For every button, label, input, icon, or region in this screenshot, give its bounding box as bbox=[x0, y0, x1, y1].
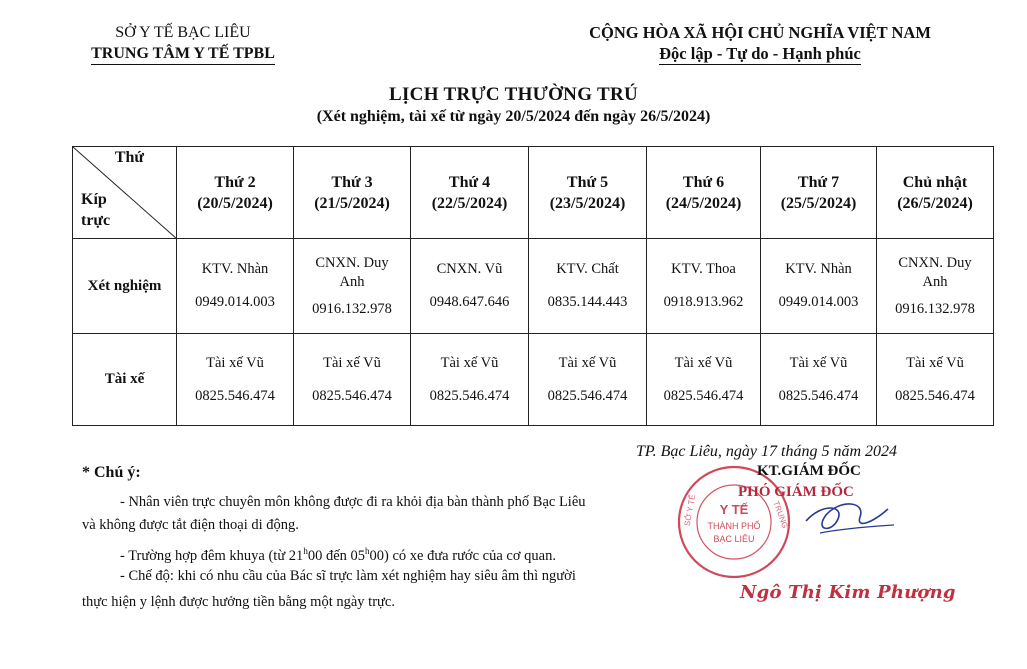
handwritten-signature-icon bbox=[800, 485, 900, 555]
note-line: và không được tắt điện thoại di động. bbox=[82, 517, 299, 533]
deputy-director-title: PHÓ GIÁM ĐỐC bbox=[738, 484, 854, 500]
republic-name: CỘNG HÒA XÃ HỘI CHỦ NGHĨA VIỆT NAM bbox=[589, 23, 931, 42]
svg-text:Y TẾ: Y TẾ bbox=[719, 502, 749, 517]
day-header-mon: Thứ 2 (20/5/2024) bbox=[177, 147, 294, 239]
department-name: SỞ Y TẾ BẠC LIÊU bbox=[115, 24, 251, 41]
note-line: thực hiện y lệnh được hưởng tiền bằng một ngày trực. bbox=[82, 594, 395, 610]
row-label-lab: Xét nghiệm bbox=[73, 239, 177, 334]
national-header bbox=[560, 22, 960, 65]
schedule-cell: KTV. Nhàn 0949.014.003 bbox=[761, 239, 877, 334]
day-header-fri: Thứ 6 (24/5/2024) bbox=[647, 147, 761, 239]
corner-shift-label: Kíp trực bbox=[81, 191, 111, 229]
note-line: - Chế độ: khi có nhu cầu của Bác sĩ trực làm xét nghiệm hay siêu âm thì người bbox=[120, 568, 576, 584]
day-header-sat: Thứ 7 (25/5/2024) bbox=[761, 147, 877, 239]
row-label-driver: Tài xế bbox=[73, 334, 177, 426]
table-row bbox=[73, 239, 994, 334]
day-header-wed: Thứ 4 (22/5/2024) bbox=[411, 147, 529, 239]
schedule-cell: CNXN. Duy Anh 0916.132.978 bbox=[294, 239, 411, 334]
notes-heading: * Chú ý: bbox=[82, 464, 141, 481]
official-stamp-icon bbox=[676, 464, 792, 580]
schedule-cell: Tài xế Vũ 0825.546.474 bbox=[647, 334, 761, 426]
svg-text:TRUNG: TRUNG bbox=[771, 499, 790, 530]
organization-name: TRUNG TÂM Y TẾ TPBL bbox=[91, 43, 275, 65]
svg-text:BẠC LIÊU: BẠC LIÊU bbox=[713, 534, 755, 544]
table-header-row bbox=[73, 147, 994, 239]
issuing-authority bbox=[78, 22, 288, 65]
note-line: - Nhân viên trực chuyên môn không được đi ra khỏi địa bàn thành phố Bạc Liêu bbox=[120, 494, 586, 510]
schedule-cell: Tài xế Vũ 0825.546.474 bbox=[529, 334, 647, 426]
schedule-cell: Tài xế Vũ 0825.546.474 bbox=[761, 334, 877, 426]
table-row bbox=[73, 334, 994, 426]
corner-cell bbox=[73, 147, 177, 239]
schedule-cell: Tài xế Vũ 0825.546.474 bbox=[877, 334, 994, 426]
day-header-thu: Thứ 5 (23/5/2024) bbox=[529, 147, 647, 239]
signer-name: Ngô Thị Kim Phượng bbox=[740, 582, 956, 603]
svg-text:SỞ Y TẾ: SỞ Y TẾ bbox=[682, 493, 698, 527]
corner-day-label: Thứ bbox=[114, 149, 144, 166]
note-line: - Trường hợp đêm khuya (từ 21$^h$00 đến 05$^h$00) có xe đưa rước của cơ quan. bbox=[120, 546, 556, 564]
svg-text:THÀNH PHỐ: THÀNH PHỐ bbox=[707, 521, 761, 531]
duty-schedule-table bbox=[72, 146, 994, 426]
day-header-tue: Thứ 3 (21/5/2024) bbox=[294, 147, 411, 239]
schedule-cell: KTV. Chất 0835.144.443 bbox=[529, 239, 647, 334]
document-subtitle: (Xét nghiệm, tài xế từ ngày 20/5/2024 đến ngày 26/5/2024) bbox=[316, 108, 711, 125]
schedule-cell: CNXN. Duy Anh 0916.132.978 bbox=[877, 239, 994, 334]
schedule-cell: KTV. Nhàn 0949.014.003 bbox=[177, 239, 294, 334]
schedule-cell: Tài xế Vũ 0825.546.474 bbox=[177, 334, 294, 426]
day-header-sun: Chủ nhật (26/5/2024) bbox=[877, 147, 994, 239]
schedule-cell: Tài xế Vũ 0825.546.474 bbox=[294, 334, 411, 426]
document-title: LỊCH TRỰC THƯỜNG TRÚ bbox=[389, 84, 638, 105]
place-and-date: TP. Bạc Liêu, ngày 17 tháng 5 năm 2024 bbox=[636, 443, 898, 460]
schedule-cell: Tài xế Vũ 0825.546.474 bbox=[411, 334, 529, 426]
director-title: KT.GIÁM ĐỐC bbox=[757, 463, 861, 479]
national-motto: Độc lập - Tự do - Hạnh phúc bbox=[659, 44, 861, 63]
schedule-cell: KTV. Thoa 0918.913.962 bbox=[647, 239, 761, 334]
schedule-cell: CNXN. Vũ 0948.647.646 bbox=[411, 239, 529, 334]
